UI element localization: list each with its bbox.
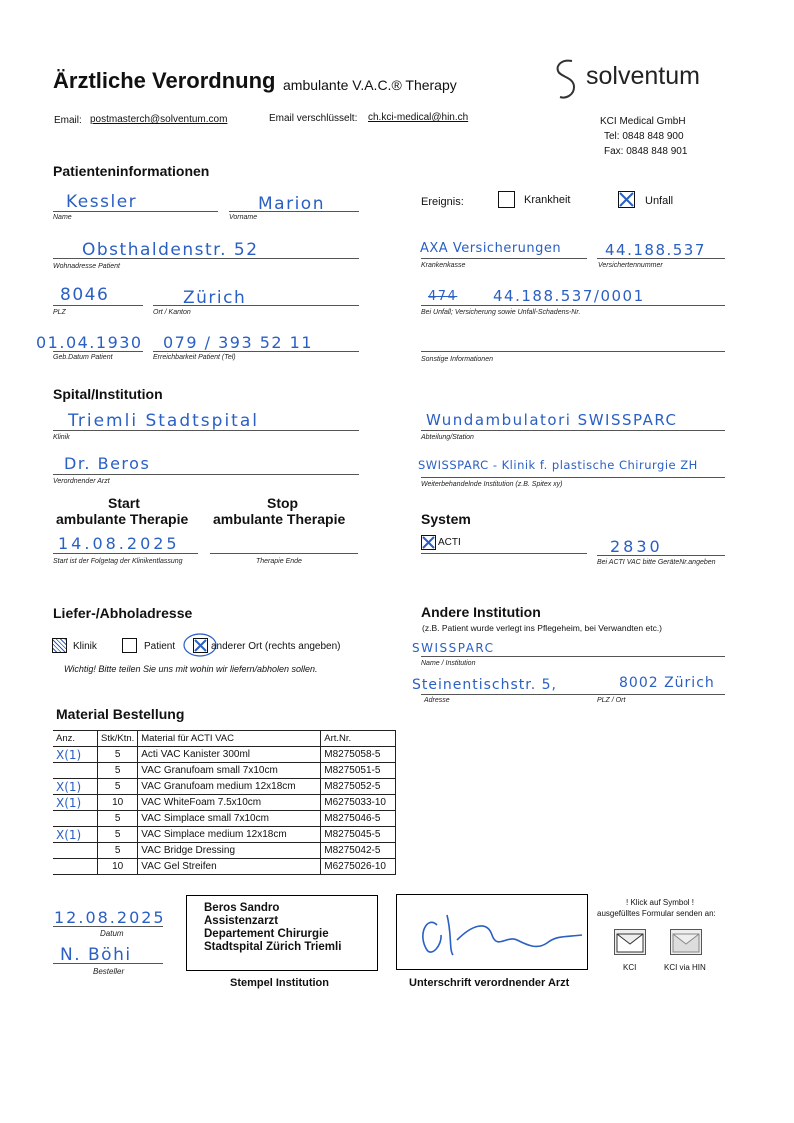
email-encrypted-link[interactable]: ch.kci-medical@hin.ch: [368, 112, 469, 123]
section-material: Material Bestellung: [56, 706, 185, 722]
column-header: Stk/Ktn.: [98, 731, 138, 747]
weiterbehandelnde-value[interactable]: SWISSPARC - Klinik f. plastische Chirurgie ZH: [418, 458, 698, 472]
datum-label: Datum: [100, 929, 124, 938]
unfall-checkbox[interactable]: [618, 191, 635, 208]
patient-vorname-label: Vorname: [229, 214, 258, 221]
stop-date-line: [210, 553, 358, 554]
patient-vorname-line: [229, 211, 359, 212]
signature-box[interactable]: [396, 894, 588, 970]
patient-name-label: Name: [53, 214, 72, 221]
stop-date-label: Therapie Ende: [256, 558, 302, 565]
start-date-line: [53, 553, 198, 554]
column-header: Art.Nr.: [321, 731, 396, 747]
versnr-label: Versichertennummer: [598, 262, 663, 269]
table-row: [53, 763, 396, 779]
liefer-anderer-label: anderer Ort (rechts angeben): [211, 641, 341, 652]
stk-cell: 5: [98, 779, 138, 795]
company-name: KCI Medical GmbH: [600, 116, 686, 127]
unfall-nr-line: [421, 305, 725, 306]
stop-title-1: Stop: [267, 495, 299, 511]
material-cell: VAC Bridge Dressing: [138, 843, 321, 859]
stamp-line-1: Beros Sandro: [204, 902, 280, 914]
klick-note-1: ! Klick auf Symbol !: [626, 898, 695, 907]
handwritten-signature: [397, 895, 587, 969]
patient-vorname-value[interactable]: Marion: [258, 194, 325, 214]
klinik-label: Klinik: [53, 434, 70, 441]
stk-cell: 5: [98, 827, 138, 843]
envelope-icon: [671, 930, 701, 954]
table-row: [53, 843, 396, 859]
anz-cell[interactable]: X(1): [53, 779, 98, 795]
abteilung-line: [421, 430, 725, 431]
table-row: [53, 827, 396, 843]
mail-kci-icon[interactable]: [614, 929, 646, 955]
patient-address-value[interactable]: Obsthaldenstr. 52: [82, 240, 259, 260]
unfall-label: Unfall: [645, 195, 674, 207]
artnr-cell: M6275026-10: [321, 859, 396, 875]
patient-dob-value[interactable]: 01.04.1930: [36, 333, 143, 352]
stamp-line-4: Stadtspital Zürich Triemli: [204, 941, 342, 953]
artnr-cell: M8275045-5: [321, 827, 396, 843]
datum-value[interactable]: 12.08.2025: [54, 908, 166, 927]
checkmark-x-icon: [422, 536, 435, 549]
institution-stamp: [186, 895, 378, 971]
start-date-value[interactable]: 14.08.2025: [58, 534, 180, 553]
brand-name: solventum: [586, 62, 700, 90]
unfall-nr-value[interactable]: 44.188.537/0001: [493, 287, 645, 305]
email-label: Email:: [54, 115, 82, 126]
event-label: Ereignis:: [421, 196, 464, 208]
artnr-cell: M8275051-5: [321, 763, 396, 779]
acti-line: [421, 553, 587, 554]
stk-cell: 5: [98, 843, 138, 859]
stk-cell: 5: [98, 763, 138, 779]
company-tel: Tel: 0848 848 900: [604, 131, 684, 142]
krankenkasse-line: [421, 258, 587, 259]
page-subtitle: ambulante V.A.C.® Therapy: [283, 77, 457, 93]
krankheit-label: Krankheit: [524, 194, 571, 206]
stk-cell: 5: [98, 811, 138, 827]
stk-cell: 10: [98, 859, 138, 875]
klinik-line: [53, 430, 359, 431]
andere-name-line: [421, 656, 725, 657]
column-header: Anz.: [53, 731, 98, 747]
patient-dob-label: Geb.Datum Patient: [53, 354, 113, 361]
anz-cell[interactable]: X(1): [53, 747, 98, 763]
besteller-label: Besteller: [93, 967, 125, 976]
andere-name-value[interactable]: SWISSPARC: [412, 641, 495, 655]
patient-name-line: [53, 211, 218, 212]
section-liefer: Liefer-/Abholadresse: [53, 605, 193, 621]
liefer-note: Wichtig! Bitte teilen Sie uns mit wohin wir liefern/abholen sollen.: [64, 664, 318, 674]
patient-address-line: [53, 258, 359, 259]
anz-cell[interactable]: [53, 859, 98, 875]
section-spital: Spital/Institution: [53, 386, 163, 402]
abteilung-label: Abteilung/Station: [421, 434, 474, 441]
stk-cell: 5: [98, 747, 138, 763]
datum-line: [53, 926, 163, 927]
material-cell: VAC Granufoam small 7x10cm: [138, 763, 321, 779]
arzt-value[interactable]: Dr. Beros: [64, 454, 151, 473]
arzt-label: Verordnender Arzt: [53, 478, 110, 485]
brand-logo: [548, 57, 584, 106]
start-date-label: Start ist der Folgetag der Klinikentlassung: [53, 558, 183, 565]
solventum-logo-icon: [548, 57, 584, 101]
krankenkasse-value[interactable]: AXA Versicherungen: [420, 241, 562, 256]
kci-label: KCI: [623, 963, 637, 972]
sonstige-line: [421, 351, 725, 352]
geraet-nr-value[interactable]: 2830: [610, 537, 663, 556]
stamp-line-2: Assistenzarzt: [204, 915, 279, 927]
material-cell: VAC Granufoam medium 12x18cm: [138, 779, 321, 795]
besteller-value[interactable]: N. Böhi: [60, 945, 132, 965]
andere-adresse-label: Adresse: [424, 697, 450, 704]
material-table: [53, 730, 396, 875]
versnr-value[interactable]: 44.188.537: [605, 241, 706, 259]
liefer-patient-checkbox[interactable]: [122, 638, 137, 653]
mail-kci-hin-icon[interactable]: [670, 929, 702, 955]
table-row: [53, 747, 396, 763]
artnr-cell: M8275046-5: [321, 811, 396, 827]
artnr-cell: M8275042-5: [321, 843, 396, 859]
material-cell: Acti VAC Kanister 300ml: [138, 747, 321, 763]
material-cell: VAC Simplace medium 12x18cm: [138, 827, 321, 843]
anz-cell[interactable]: X(1): [53, 795, 98, 811]
table-row: [53, 859, 396, 875]
patient-plz-value[interactable]: 8046: [60, 285, 110, 305]
patient-tel-line: [153, 351, 359, 352]
liefer-klinik-checkbox[interactable]: [52, 638, 67, 653]
checkmark-x-icon: [619, 192, 634, 207]
arzt-line: [53, 474, 359, 475]
patient-address-label: Wohnadresse Patient: [53, 263, 120, 270]
patient-ort-value[interactable]: Zürich: [183, 288, 247, 308]
start-title-2: ambulante Therapie: [56, 511, 189, 527]
acti-checkbox[interactable]: [421, 535, 436, 550]
material-cell: VAC Gel Streifen: [138, 859, 321, 875]
unterschrift-label: Unterschrift verordnender Arzt: [409, 977, 570, 989]
klick-note-2: ausgefülltes Formular senden an:: [597, 909, 716, 918]
andere-plz-ort-value[interactable]: 8002 Zürich: [619, 675, 715, 691]
krankheit-checkbox[interactable]: [498, 191, 515, 208]
anz-cell[interactable]: X(1): [53, 827, 98, 843]
liefer-klinik-label: Klinik: [73, 641, 97, 652]
geraet-nr-line: [597, 555, 725, 556]
section-patient: Patienteninformationen: [53, 163, 210, 179]
stk-cell: 10: [98, 795, 138, 811]
patient-dob-line: [53, 351, 143, 352]
table-row: [53, 779, 396, 795]
patient-name-value[interactable]: Kessler: [66, 192, 138, 212]
liefer-patient-label: Patient: [144, 641, 176, 652]
andere-adresse-line: [421, 694, 725, 695]
anz-cell[interactable]: [53, 811, 98, 827]
krankenkasse-label: Krankenkasse: [421, 262, 466, 269]
anz-cell[interactable]: [53, 763, 98, 779]
patient-plz-label: PLZ: [53, 309, 66, 316]
stamp-line-3: Departement Chirurgie: [204, 928, 329, 940]
table-row: [53, 795, 396, 811]
envelope-icon: [615, 930, 645, 954]
email-encrypted-label: Email verschlüsselt:: [269, 113, 358, 124]
unfall-nr-struck: 474: [428, 289, 458, 304]
material-cell: VAC WhiteFoam 7.5x10cm: [138, 795, 321, 811]
patient-tel-label: Erreichbarkeit Patient (Tel): [153, 354, 236, 361]
abteilung-value[interactable]: Wundambulatori SWISSPARC: [426, 411, 678, 429]
acti-label: ACTI: [438, 537, 461, 548]
geraet-nr-label: Bei ACTI VAC bitte GeräteNr.angeben: [597, 559, 716, 566]
andere-plz-ort-label: PLZ / Ort: [597, 697, 626, 704]
material-cell: VAC Simplace small 7x10cm: [138, 811, 321, 827]
patient-ort-label: Ort / Kanton: [153, 309, 191, 316]
table-row: [53, 811, 396, 827]
patient-tel-value[interactable]: 079 / 393 52 11: [163, 333, 314, 352]
kci-hin-label: KCI via HIN: [664, 963, 706, 972]
table-header-row: [53, 731, 396, 747]
andere-name-label: Name / Institution: [421, 660, 476, 667]
weiterbehandelnde-line: [421, 477, 725, 478]
column-header: Material für ACTI VAC: [138, 731, 321, 747]
weiterbehandelnde-label: Weiterbehandelnde Institution (z.B. Spitex xy): [421, 481, 563, 488]
section-andere: Andere Institution: [421, 604, 541, 620]
patient-plz-line: [53, 305, 143, 306]
andere-adresse-value[interactable]: Steinentischstr. 5,: [412, 677, 557, 693]
artnr-cell: M8275058-5: [321, 747, 396, 763]
unfall-nr-label: Bei Unfall; Versicherung sowie Unfall-Schadens-Nr.: [421, 309, 581, 316]
versnr-line: [597, 258, 725, 259]
besteller-line: [53, 963, 163, 964]
stempel-label: Stempel Institution: [230, 977, 329, 989]
section-system: System: [421, 511, 471, 527]
start-title-1: Start: [108, 495, 140, 511]
sonstige-label: Sonstige Informationen: [421, 356, 493, 363]
artnr-cell: M6275033-10: [321, 795, 396, 811]
company-fax: Fax: 0848 848 901: [604, 146, 688, 157]
artnr-cell: M8275052-5: [321, 779, 396, 795]
patient-ort-line: [153, 305, 359, 306]
stop-title-2: ambulante Therapie: [213, 511, 346, 527]
klinik-value[interactable]: Triemli Stadtspital: [68, 411, 259, 431]
page-title: Ärztliche Verordnung: [53, 68, 276, 93]
email-link[interactable]: postmasterch@solventum.com: [90, 114, 228, 125]
andere-note: (z.B. Patient wurde verlegt ins Pflegeheim, bei Verwandten etc.): [422, 623, 663, 633]
anz-cell[interactable]: [53, 843, 98, 859]
